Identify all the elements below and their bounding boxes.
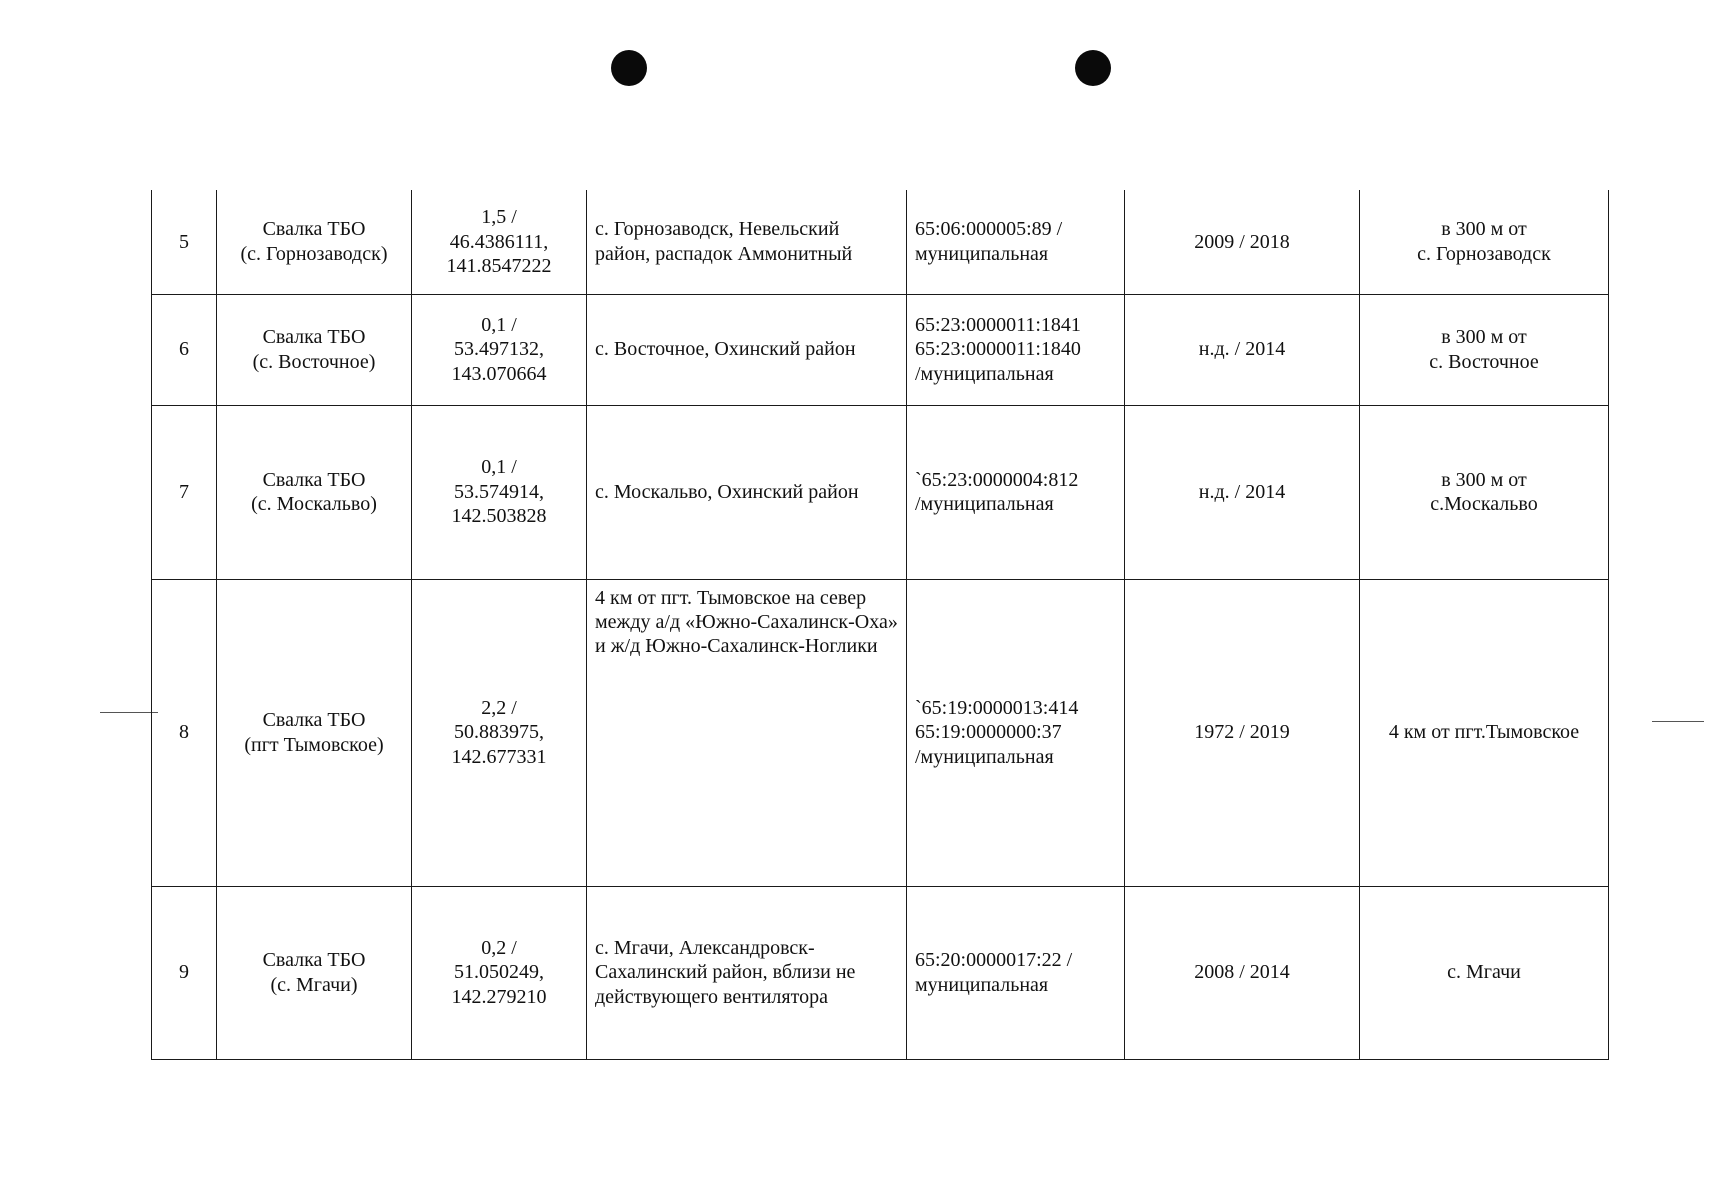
site-name: Свалка ТБО (с. Москальво) xyxy=(217,405,412,579)
cadastral-number: 65:06:000005:89 / муниципальная xyxy=(907,190,1125,294)
site-name: Свалка ТБО (с. Мгачи) xyxy=(217,886,412,1059)
site-location: с. Горнозаводск, Невельский район, распадок Аммонитный xyxy=(587,190,907,294)
row-number: 5 xyxy=(152,190,217,294)
years: 1972 / 2019 xyxy=(1125,579,1360,886)
margin-mark-right xyxy=(1652,721,1704,722)
table-row xyxy=(152,886,1609,1059)
site-name: Свалка ТБО (пгт Тымовское) xyxy=(217,579,412,886)
cadastral-number: `65:19:0000013:414 65:19:0000000:37 /муниципальная xyxy=(907,579,1125,886)
site-location: 4 км от пгт. Тымовское на север между а/д «Южно-Сахалинск-Оха» и ж/д Южно-Сахалинск-Ноглики xyxy=(587,579,907,886)
site-location: с. Мгачи, Александровск-Сахалинский район, вблизи не действующего вентилятора xyxy=(587,886,907,1059)
row-number: 8 xyxy=(152,579,217,886)
site-location: с. Москальво, Охинский район xyxy=(587,405,907,579)
area-coordinates: 1,5 / 46.4386111, 141.8547222 xyxy=(412,190,587,294)
distance-from-settlement: с. Мгачи xyxy=(1360,886,1609,1059)
table-row xyxy=(152,294,1609,405)
distance-from-settlement: в 300 м от с. Восточное xyxy=(1360,294,1609,405)
years: н.д. / 2014 xyxy=(1125,405,1360,579)
years: н.д. / 2014 xyxy=(1125,294,1360,405)
years: 2008 / 2014 xyxy=(1125,886,1360,1059)
area-coordinates: 0,1 / 53.574914, 142.503828 xyxy=(412,405,587,579)
distance-from-settlement: в 300 м от с. Горнозаводск xyxy=(1360,190,1609,294)
area-coordinates: 0,1 / 53.497132, 143.070664 xyxy=(412,294,587,405)
punch-hole-left xyxy=(611,50,647,86)
margin-mark-left xyxy=(100,712,158,713)
site-name: Свалка ТБО (с. Горнозаводск) xyxy=(217,190,412,294)
distance-from-settlement: 4 км от пгт.Тымовское xyxy=(1360,579,1609,886)
cadastral-number: 65:23:0000011:1841 65:23:0000011:1840 /муниципальная xyxy=(907,294,1125,405)
table-row xyxy=(152,579,1609,886)
table-row xyxy=(152,405,1609,579)
site-name: Свалка ТБО (с. Восточное) xyxy=(217,294,412,405)
area-coordinates: 2,2 / 50.883975, 142.677331 xyxy=(412,579,587,886)
row-number: 7 xyxy=(152,405,217,579)
table-row xyxy=(152,190,1609,294)
cadastral-number: `65:23:0000004:812 /муниципальная xyxy=(907,405,1125,579)
years: 2009 / 2018 xyxy=(1125,190,1360,294)
area-coordinates: 0,2 / 51.050249, 142.279210 xyxy=(412,886,587,1059)
row-number: 9 xyxy=(152,886,217,1059)
distance-from-settlement: в 300 м от с.Москальво xyxy=(1360,405,1609,579)
cadastral-number: 65:20:0000017:22 / муниципальная xyxy=(907,886,1125,1059)
landfill-table xyxy=(151,190,1609,1060)
punch-hole-right xyxy=(1075,50,1111,86)
site-location: с. Восточное, Охинский район xyxy=(587,294,907,405)
row-number: 6 xyxy=(152,294,217,405)
